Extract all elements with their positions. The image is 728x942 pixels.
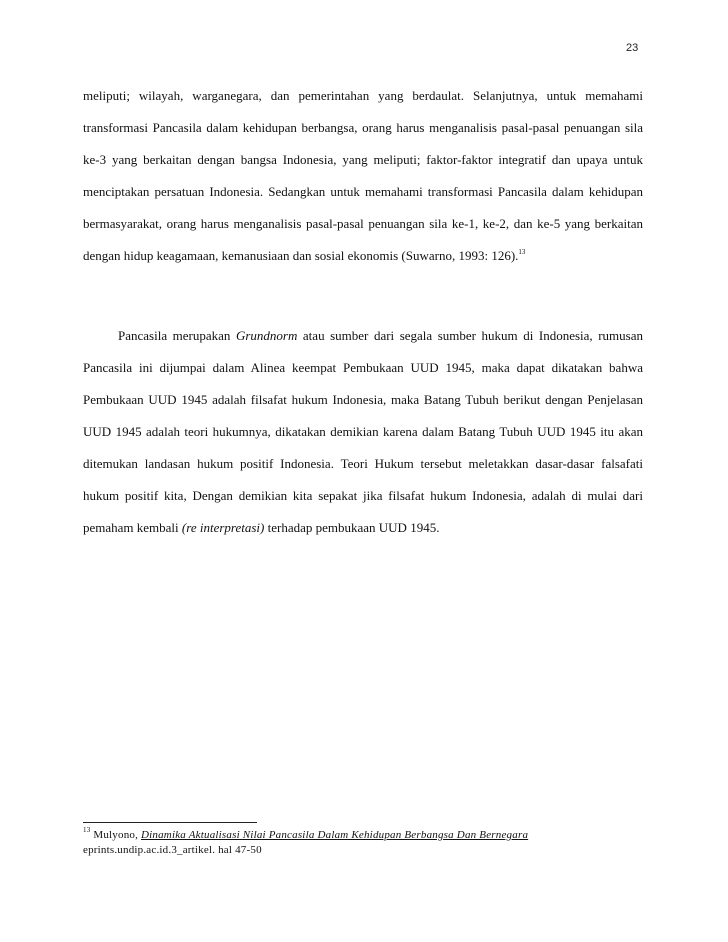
footnote-author: Mulyono, xyxy=(90,829,141,841)
paragraph-2-part3: terhadap pembukaan UUD 1945. xyxy=(264,520,440,535)
footnote-number: 13 xyxy=(83,826,91,834)
paragraph-2-part1: Pancasila merupakan xyxy=(118,328,236,343)
paragraph-1 xyxy=(83,80,643,272)
grundnorm-term: Grundnorm xyxy=(235,328,298,343)
paragraph-2-part2: atau sumber dari segala sumber hukum di Indonesia, rumusan Pancasila ini dijumpai dalam Alinea keempat Pembukaan UUD 1945, maka dapat dikatakan bahwa Pembukaan UUD 1945 adalah filsafat hukum Indonesia, maka Batang Tubuh berikut dengan Penjelasan UUD 1945 adalah teori hukumnya, dikatakan demikian karena dalam Batang Tubuh UUD 1945 itu akan ditemukan landasan hukum positif Indonesia. Teori Hukum tersebut meletakkan dasar-dasar falsafati hukum positif kita, Dengan demikian kita sepakat jika filsafat hukum Indonesia, adalah di mulai dari pemaham kembali xyxy=(83,328,643,535)
paragraph-2 xyxy=(83,320,643,544)
reinterpretasi-term: (re interpretasi) xyxy=(181,520,265,535)
footnote-title: Dinamika Aktualisasi Nilai Pancasila Dalam Kehidupan Berbangsa Dan Bernegara xyxy=(141,829,529,841)
footnote-reference: 13 xyxy=(518,248,526,256)
page-number: 23 xyxy=(626,42,639,54)
footnote xyxy=(83,828,643,858)
footnote-source: eprints.undip.ac.id.3_artikel. hal 47-50 xyxy=(83,844,262,856)
footnote-divider xyxy=(83,822,257,823)
footnote-line-1 xyxy=(83,828,643,843)
paragraph-1-text: meliputi; wilayah, warganegara, dan pemerintahan yang berdaulat. Selanjutnya, untuk memahami transformasi Pancasila dalam kehidupan berbangsa, orang harus menganalisis pasal-pasal penuangan sila ke-3 yang berkaitan dengan bangsa Indonesia, yang meliputi; faktor-faktor integratif dan upaya untuk menciptakan persatuan Indonesia. Sedangkan untuk memahami transformasi Pancasila dalam kehidupan bermasyarakat, orang harus menganalisis pasal-pasal penuangan sila ke-1, ke-2, dan ke-5 yang berkaitan dengan hidup keagamaan, kemanusiaan dan sosial ekonomis (Suwarno, 1993: 126). xyxy=(83,88,643,263)
